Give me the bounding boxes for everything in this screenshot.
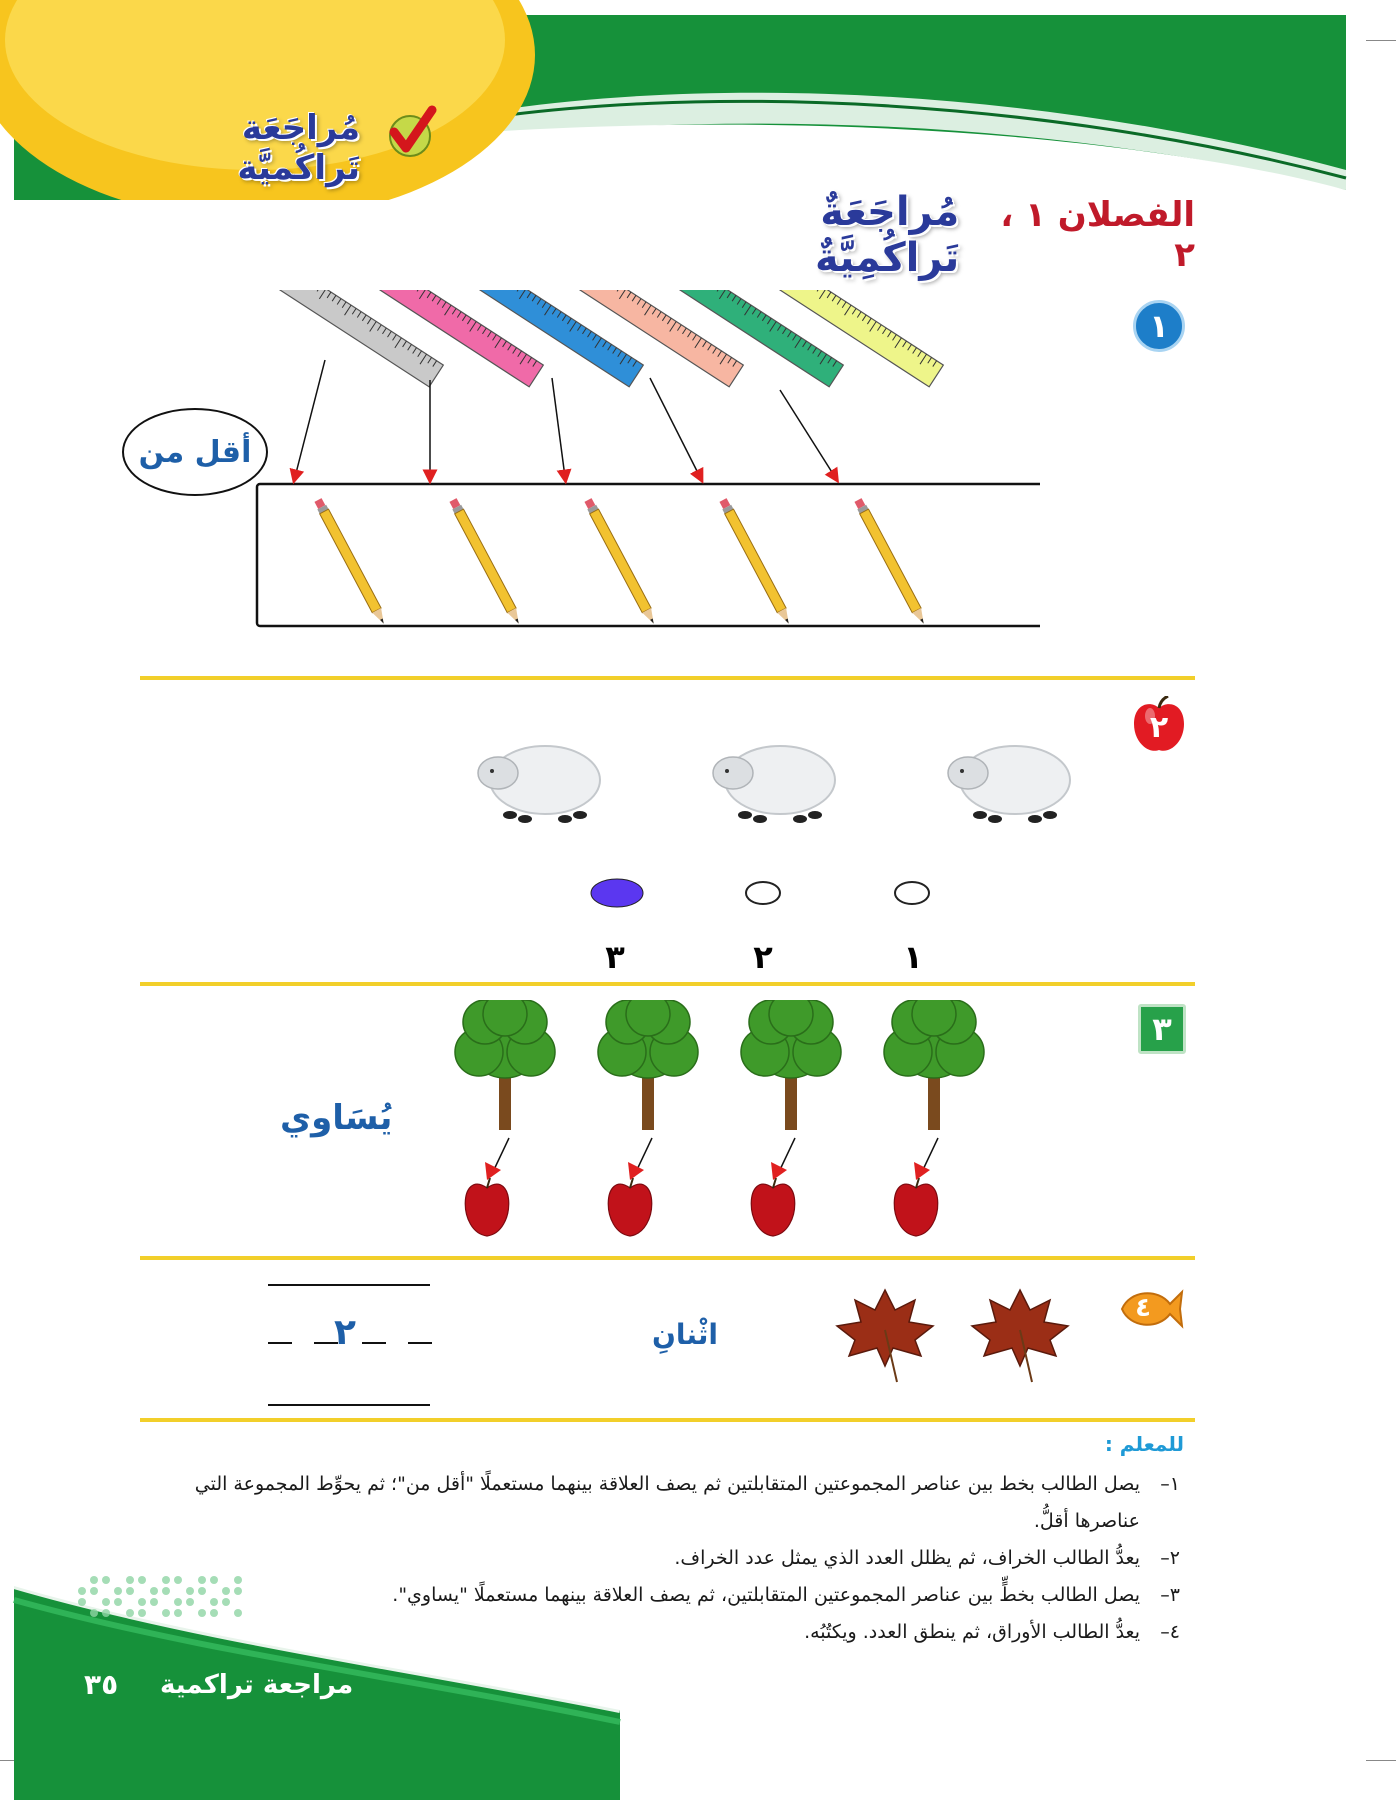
apple (751, 1178, 795, 1236)
match-arrow (780, 390, 835, 477)
arrow-head (628, 1162, 644, 1180)
decor-dot (234, 1587, 242, 1595)
teacher-note-number: ١– (1160, 1473, 1180, 1495)
arrow-head (485, 1162, 501, 1180)
section-divider (140, 982, 1195, 986)
tree (741, 1000, 841, 1130)
writing-dash (268, 1342, 292, 1344)
decor-dot (78, 1587, 86, 1595)
option-label-3: ٣ (605, 938, 625, 976)
teacher-note-text: يصل الطالب بخطٍّ بين عناصر المجموعتين المتقابلتين، ثم يصف العلاقة بينهما مستعملًا "يساوي". (392, 1584, 1140, 1606)
tree (598, 1000, 698, 1130)
maple-leaf (972, 1290, 1068, 1382)
arrow-head (771, 1162, 787, 1180)
less-than-oval (122, 408, 268, 496)
decor-dot (114, 1598, 122, 1606)
teacher-note-number: ٢– (1160, 1547, 1180, 1569)
decor-dot (138, 1598, 146, 1606)
pencil (719, 498, 794, 626)
match-arrow (295, 360, 325, 477)
written-digit[interactable]: ٢ (334, 1312, 356, 1353)
exercise-2-number: ٢ (1149, 709, 1169, 745)
exercise-1-figure (240, 290, 1040, 630)
sheep (948, 746, 1070, 823)
pencil (854, 498, 929, 626)
option-label-2: ٢ (753, 938, 773, 976)
option-label-1: ١ (903, 938, 923, 976)
sheep (478, 746, 600, 823)
decor-dot (162, 1609, 170, 1617)
decor-dot (102, 1598, 110, 1606)
decor-dot (198, 1576, 206, 1584)
decor-dot (90, 1609, 98, 1617)
tree (455, 1000, 555, 1130)
teacher-note-number: ٣– (1160, 1584, 1180, 1606)
trees-apples-figure (440, 1000, 1000, 1250)
writing-line-top (268, 1284, 430, 1286)
decor-dot (150, 1587, 158, 1595)
decor-dot (114, 1587, 122, 1595)
decor-dot (162, 1576, 170, 1584)
match-arrow (552, 378, 565, 477)
answer-bubble-2[interactable] (746, 882, 780, 904)
tree (884, 1000, 984, 1130)
decor-dot (210, 1576, 218, 1584)
page-title: مُراجَعَةٌ تَراكُمِيَّةٌ (814, 189, 960, 281)
decor-dot (174, 1609, 182, 1617)
section-divider (140, 1256, 1195, 1260)
apple (608, 1178, 652, 1236)
pencil (584, 498, 659, 626)
writing-line-bottom (268, 1404, 430, 1406)
leaves-group (830, 1270, 1090, 1390)
less-than-label: أقل من (138, 434, 252, 470)
sheep-group (470, 735, 1080, 835)
answer-bubble-1[interactable] (895, 882, 929, 904)
apple (465, 1178, 509, 1236)
maple-leaf (837, 1290, 933, 1382)
decor-dot (78, 1598, 86, 1606)
number-word: اثْنانِ (652, 1318, 718, 1351)
page-number: ٣٥ (84, 1668, 119, 1701)
decor-dot (198, 1609, 206, 1617)
teacher-heading: للمعلم : (1104, 1432, 1184, 1456)
decor-dot (198, 1587, 206, 1595)
section-divider (140, 1418, 1195, 1422)
match-arrow (650, 378, 700, 477)
writing-dash (408, 1342, 432, 1344)
check-icon (380, 102, 440, 162)
decor-dot (162, 1587, 170, 1595)
decor-dot (138, 1576, 146, 1584)
decor-dot (222, 1598, 230, 1606)
decor-dot (126, 1609, 134, 1617)
badge-title: مُراجَعَة تَراكُميَّة (237, 108, 360, 188)
decor-dot (234, 1609, 242, 1617)
apple (894, 1178, 938, 1236)
exercise-3-number: ٣ (1138, 1004, 1186, 1054)
decor-dot (90, 1587, 98, 1595)
teacher-note-text: يعدُّ الطالب الخراف، ثم يظلل العدد الذي يمثل عدد الخراف. (674, 1547, 1140, 1569)
decor-dot (186, 1598, 194, 1606)
chapter-label: الفصلان ١ ، ٢ (1000, 195, 1195, 275)
decor-dot (150, 1598, 158, 1606)
exercise-1-number: ١ (1133, 300, 1185, 352)
exercise-4-number: ٤ (1135, 1293, 1151, 1323)
decor-dot (210, 1598, 218, 1606)
decor-dot (186, 1587, 194, 1595)
decor-dot (222, 1587, 230, 1595)
arrow-head (914, 1162, 930, 1180)
section-divider (140, 676, 1195, 680)
sheep (713, 746, 835, 823)
teacher-note-text: يصل الطالب بخط بين عناصر المجموعتين المتقابلتين ثم يصف العلاقة بينهما مستعملًا "أقل من"؛ ثم يحوِّط المجموعة التي عناصرها أقلُّ. (194, 1473, 1140, 1532)
decor-dot (102, 1576, 110, 1584)
decor-dot (174, 1576, 182, 1584)
decor-dot (174, 1598, 182, 1606)
writing-dash (362, 1342, 386, 1344)
teacher-note (180, 1466, 1180, 1540)
pencil (314, 498, 389, 626)
pencil (449, 498, 524, 626)
teacher-note-number: ٤– (1160, 1621, 1180, 1643)
teacher-note-text: يعدُّ الطالب الأوراق، ثم ينطق العدد. ويكتُبُه. (804, 1621, 1140, 1643)
decor-dot (126, 1587, 134, 1595)
decor-dot (138, 1609, 146, 1617)
decor-dot (234, 1576, 242, 1584)
decor-dot (210, 1609, 218, 1617)
answer-bubble-3[interactable] (591, 879, 643, 907)
crop-mark (1366, 1760, 1396, 1761)
footer-title: مراجعة تراكمية (160, 1670, 354, 1700)
decor-dot (90, 1576, 98, 1584)
decor-dot (126, 1576, 134, 1584)
equal-label: يُسَاوي (280, 1098, 393, 1138)
answer-bubbles (580, 878, 980, 908)
decor-dot (102, 1609, 110, 1617)
